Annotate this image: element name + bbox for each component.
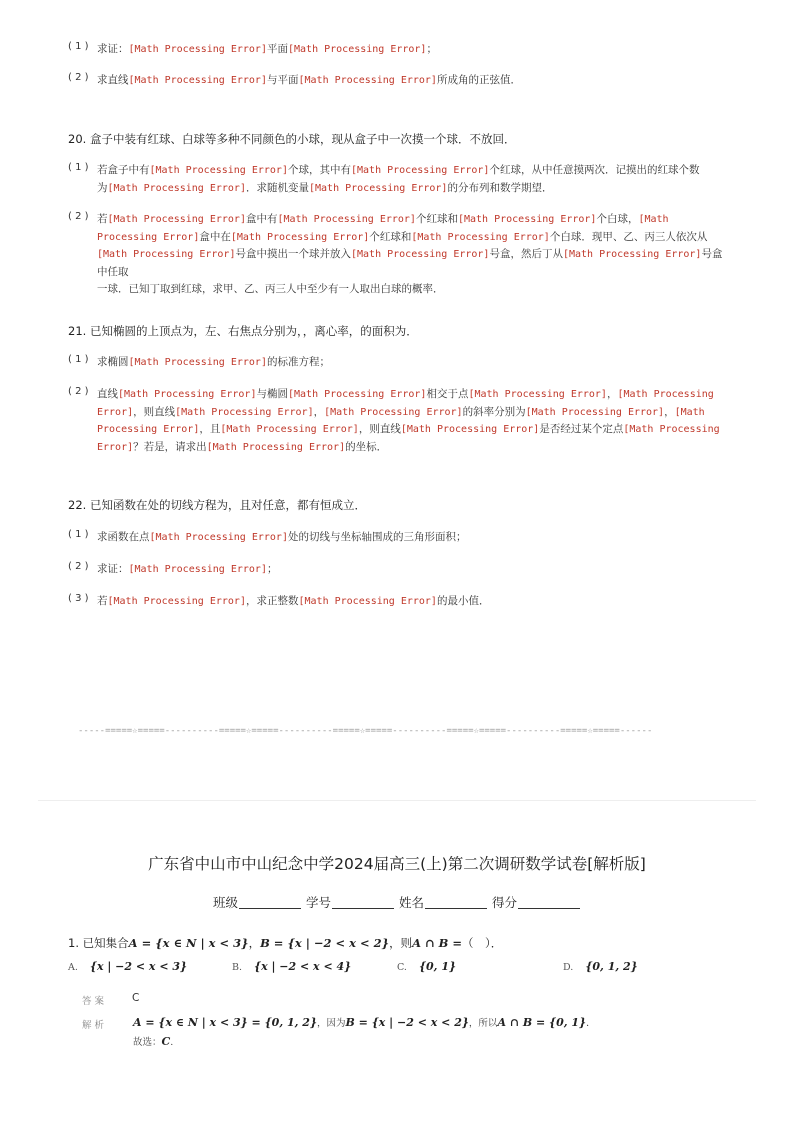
q22-title: 22. 已知函数在处的切线方程为，且对任意，都有恒成立． [68,498,366,512]
id-blank [332,896,394,909]
q1-option-d: D. {0, 1, 2} [563,960,638,973]
part-number: ( 3 ) [68,593,89,604]
analysis-label: 解析 [82,1020,108,1031]
math-error: [Math Processing Error] [128,75,267,86]
math-error: [Math Processing Error] [107,596,246,607]
math-error: [Math Processing Error] [308,182,448,194]
part-text: 求证：[Math Processing Error]平面[Math Processing Error]； [97,43,437,55]
score-blank [518,896,580,909]
class-blank [239,896,301,909]
math-error: [Math Processing Error] [128,564,267,575]
q20-title: 20. 盒子中装有红球、白球等多种不同颜色的小球，现从盒子中一次摸一个球．不放回． [68,132,516,146]
page-separator [38,800,756,801]
set-b: B = {x | −2 < x < 2} [260,936,390,950]
name-blank [425,896,487,909]
math-error: [Math Processing Error] [230,231,370,243]
math-error: [Math Processing Error] [525,406,665,418]
star-divider: -----=====☆=====----------=====☆=====----------=====☆=====----------=====☆=====----------=====☆=====------ [78,726,653,736]
math-error: [Math Processing Error] [324,406,463,418]
math-error: [Math Processing Error] [118,389,257,400]
math-error: [Math Processing Error] [175,406,314,418]
answer-value: C [132,992,140,1004]
q21-title: 21. 已知椭圆的上顶点为，左、右焦点分别为，，离心率，的面积为． [68,324,418,338]
math-error: [Math Processing Error] [562,249,702,260]
math-error: [Math Processing Error] [220,424,359,435]
part-text: 若盒子中有[Math Processing Error]个球，其中有[Math Processing Error]个红球，从中任意摸两次．记摸出的红球个数 为[Math Processing Error]．求随机变量[Math Processing Error]的分布列和数学期望． [97,164,700,194]
math-error: [Math Processing Error] [107,182,246,194]
math-error: [Math Processing Error] [128,357,267,368]
math-error: [Math Processing Error] [149,165,288,176]
q1-option-a: A. {x | −2 < x < 3} [68,960,188,973]
part-number: ( 1 ) [68,354,89,365]
part-text: 若[Math Processing Error]盒中有[Math Processing Error]个红球和[Math Processing Error]个白球，[Math Processing Error]盒中在[Math Processing Error]个红球和[Math Processing Error]个白球．现甲、乙、丙三人依次从[Math Processing Error]号盒中摸出一个球并放入[Math Processing Error]号盒，然后丁从[Math Processing Error]号盒中任取 一球．已知丁取到红球，求甲、乙、丙三人中至少有一人取出白球的概率． [97,213,723,295]
math-error: [Math Processing Error] [149,532,288,543]
part-text: 求直线[Math Processing Error]与平面[Math Processing Error]所成角的正弦值． [97,74,521,86]
part-text: 求椭圆[Math Processing Error]的标准方程； [97,356,330,368]
document-title: 广东省中山市中山纪念中学2024届高三(上)第二次调研数学试卷[解析版] [148,855,646,873]
part-text: 直线[Math Processing Error]与椭圆[Math Processing Error]相交于点[Math Processing Error]，[Math Processing Error]，则直线[Math Processing Error]，[Math Processing Error]的斜率分别为[Math Processing Error]，[Math Processing Error]，且[Math Processing Error]，则直线[Math Processing Error]是否经过某个定点[Math Processing Error]？若是，请求出[Math Processing Error]的坐标． [97,388,720,453]
part-number: ( 1 ) [68,162,89,173]
name-label: 姓名 [398,895,424,910]
part-number: ( 2 ) [68,72,89,83]
part-number: ( 2 ) [68,386,89,397]
answer-label: 答案 [82,996,108,1007]
math-error: [Math Processing Error] [350,165,490,176]
part-number: ( 2 ) [68,561,89,572]
part-number: ( 1 ) [68,529,89,540]
id-label: 学号 [305,895,331,910]
q1-stem: 1. 已知集合A = {x ∈ N | x < 3}，B = {x | −2 < x < 2}，则A ∩ B =（ ）． [68,936,503,950]
part-number: ( 1 ) [68,41,89,52]
math-error: [Math Processing Error] [411,231,550,243]
math-error: [Math Processing Error] [457,214,597,225]
math-error: [Math Processing Error] [298,596,437,607]
math-error: [Math Processing Error] [287,44,427,55]
math-error: [Math Processing Error] [97,424,720,453]
math-error: [Math Processing Error] [97,249,236,260]
math-error: [Math Processing Error] [97,214,669,243]
math-error: [Math Processing Error] [277,214,416,225]
class-label: 班级 [212,895,238,910]
part-text: 求函数在点[Math Processing Error]处的切线与坐标轴围成的三角形面积； [97,531,467,543]
analysis-text: A = {x ∈ N | x < 3} = {0, 1, 2}，因为B = {x | −2 < x < 2}，所以A ∩ B = {0, 1}． 故选：C. [133,1016,596,1048]
part-text: 若[Math Processing Error]，求正整数[Math Processing Error]的最小值． [97,595,490,607]
math-error: [Math Processing Error] [107,214,246,225]
intersection-expr: A ∩ B = [412,936,462,950]
score-label: 得分 [491,895,517,910]
student-info-line [0,893,794,911]
math-error: [Math Processing Error] [400,424,540,435]
math-error: [Math Processing Error] [206,441,346,453]
math-error: [Math Processing Error] [97,389,714,418]
math-error: [Math Processing Error] [128,44,267,55]
part-text: 求证：[Math Processing Error]； [97,563,278,575]
set-a: A = {x ∈ N | x < 3} [128,936,249,950]
q1-option-b: B. {x | −2 < x < 4} [232,960,352,973]
math-error: [Math Processing Error] [97,406,705,435]
math-error: [Math Processing Error] [468,389,607,400]
math-error: [Math Processing Error] [298,75,437,86]
math-error: [Math Processing Error] [350,249,490,260]
math-error: [Math Processing Error] [287,389,427,400]
part-number: ( 2 ) [68,211,89,222]
q1-option-c: C. {0, 1} [397,960,457,973]
